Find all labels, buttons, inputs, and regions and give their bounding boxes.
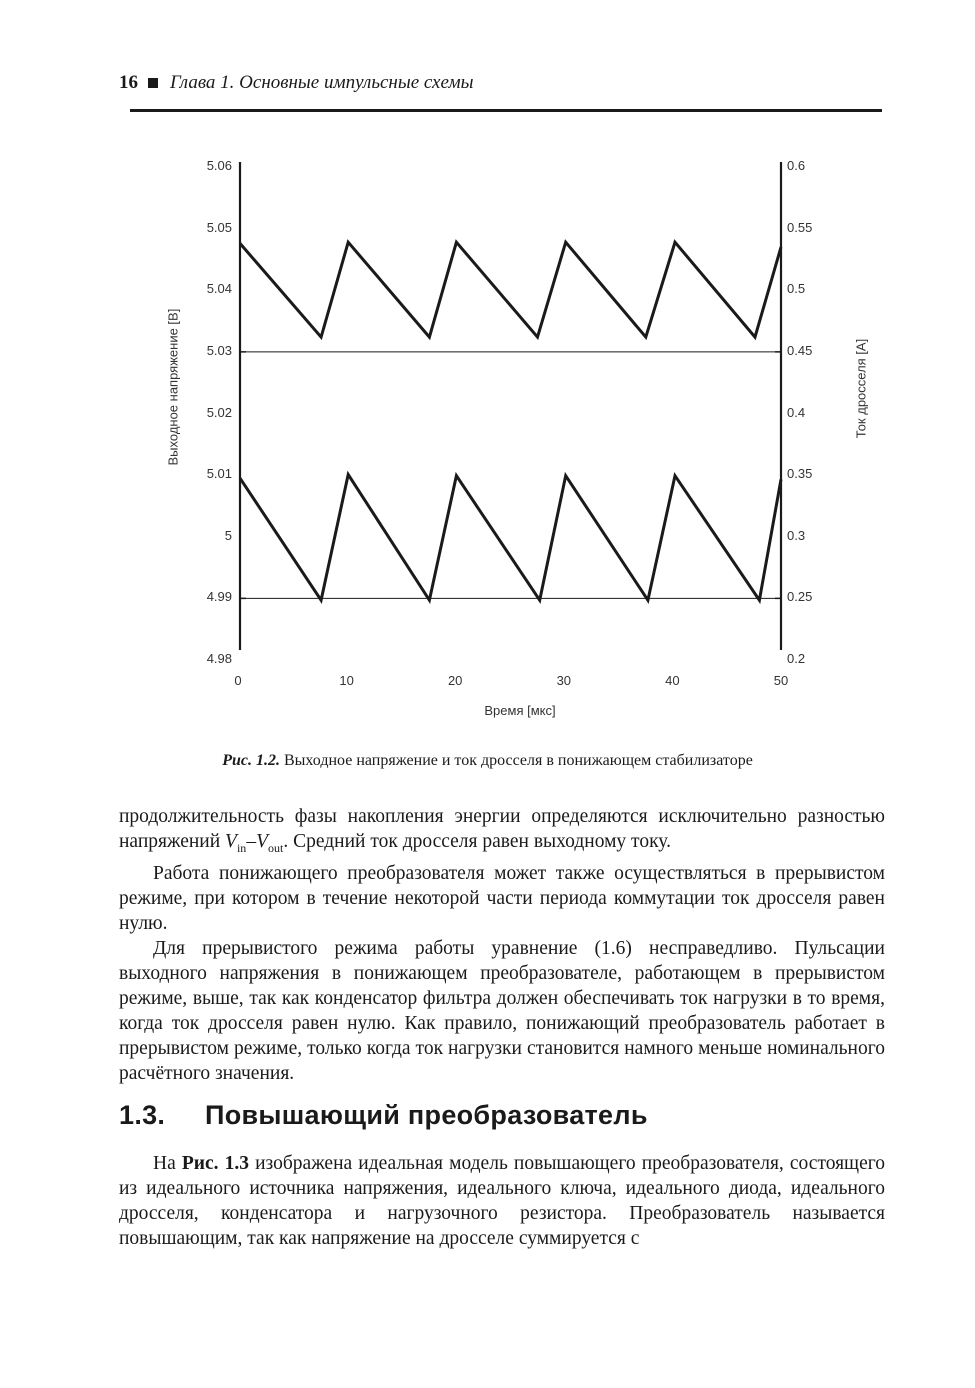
y-tick-right: 0.5 xyxy=(787,281,806,297)
math-v: V xyxy=(256,831,268,852)
x-tick: 30 xyxy=(556,673,572,688)
y-tick-left: 5.06 xyxy=(206,158,232,173)
x-tick: 20 xyxy=(447,673,463,688)
figure-reference: Рис. 1.3 xyxy=(181,1153,249,1174)
paragraph: Для прерывистого режима работы уравнение (1.6) несправедливо. Пульсации выходного напряжения в понижающем преобразователе, работающем в прерывистом режиме, выше, так как конденсатор фильтра должен обеспечивать ток нагрузки в то время, когда ток дросселя равен нулю. Как правило, понижающий преобразователь работает в прерывистом режиме, только когда ток нагрузки становится намного меньше номинального расчётного значения. xyxy=(119,937,885,1084)
x-tick: 0 xyxy=(234,673,242,688)
math-sub-out: out xyxy=(267,840,284,855)
y-tick-right: 0.45 xyxy=(787,342,813,358)
y-axis-right-title: Ток дросселя [А] xyxy=(853,338,869,439)
y-tick-right: 0.25 xyxy=(787,589,813,605)
page-number: 16 xyxy=(119,72,138,93)
y-tick-left: 5.01 xyxy=(206,466,232,482)
paragraph xyxy=(119,804,885,861)
section-title: Повышающий преобразователь xyxy=(205,1100,648,1130)
y-tick-right: 0.2 xyxy=(787,651,806,666)
body-text-block-2 xyxy=(119,1151,885,1251)
y-tick-left: 4.98 xyxy=(206,651,232,666)
y-tick-left: 5.02 xyxy=(206,404,232,420)
y-tick-left: 5 xyxy=(224,527,232,543)
y-tick-left: 5.03 xyxy=(206,342,232,358)
math-v: V xyxy=(225,831,237,852)
x-tick: 10 xyxy=(339,673,354,688)
series-output-voltage xyxy=(240,475,781,601)
section-heading xyxy=(119,1100,648,1131)
series-inductor-current xyxy=(240,242,781,337)
math-sub-in: in xyxy=(236,840,247,855)
section-number: 1.3. xyxy=(119,1100,166,1130)
paragraph-text: . Средний ток дросселя равен выходному току. xyxy=(283,831,671,852)
y-tick-right: 0.35 xyxy=(787,466,813,482)
x-tick: 50 xyxy=(773,673,789,688)
paragraph: Работа понижающего преобразователя может также осуществляться в прерывистом режиме, при котором в течение некоторой части периода коммутации ток дросселя равен нулю. xyxy=(119,862,885,934)
paragraph-text: На xyxy=(153,1153,182,1174)
y-tick-right: 0.4 xyxy=(787,404,806,420)
y-tick-right: 0.3 xyxy=(787,527,806,543)
y-tick-right: 0.6 xyxy=(787,158,806,173)
math-minus: – xyxy=(246,831,257,852)
figure-caption-text: Выходное напряжение и ток дросселя в понижающем стабилизаторе xyxy=(279,752,753,769)
paragraph xyxy=(119,1151,885,1251)
y-tick-right: 0.55 xyxy=(787,219,813,235)
paragraph-text: изображена идеальная модель повышающего преобразователя, состоящего из идеального источника напряжения, идеального ключа, идеального диода, идеального дросселя, конденсатора и нагрузочного резистора. Преобразователь называется повышающим, так как напряжение на дросселе суммируется с xyxy=(119,1153,885,1249)
y-tick-left: 4.99 xyxy=(206,589,232,605)
body-text-block-1 xyxy=(119,804,885,1086)
chapter-title: Глава 1. Основные импульсные схемы xyxy=(170,72,474,93)
y-tick-left: 5.05 xyxy=(206,219,232,235)
y-axis-left-title: Выходное напряжение [В] xyxy=(165,308,181,466)
x-tick: 40 xyxy=(665,673,680,688)
y-tick-left: 5.04 xyxy=(206,281,232,297)
figure-label: Рис. 1.2. xyxy=(222,752,280,769)
x-axis-title: Время [мкс] xyxy=(484,703,556,718)
paragraph-text: продолжительность фазы накопления энергии определяются исключительно разностью напряжений xyxy=(119,806,885,852)
figure-caption xyxy=(0,752,975,770)
